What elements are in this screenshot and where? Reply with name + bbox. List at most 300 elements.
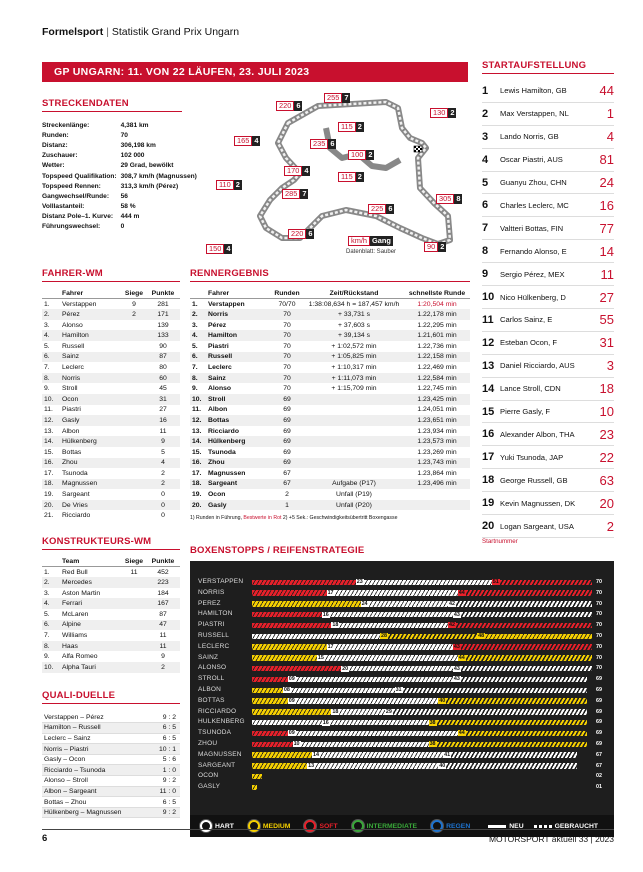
tyre-legend-label: HART — [215, 822, 234, 830]
grid-car-number: 77 — [599, 220, 614, 236]
table-cell: 70 — [283, 385, 291, 393]
table-cell: 9. — [44, 385, 50, 393]
tyre-stint-bar — [461, 666, 592, 672]
grid-driver-name: Kevin Magnussen, DK — [500, 498, 576, 508]
table-row — [190, 383, 470, 394]
grid-position: 19 — [482, 497, 495, 510]
pit-stop-lap: 16 — [322, 611, 329, 618]
table-row — [190, 309, 470, 320]
pit-driver-row — [190, 653, 610, 664]
table-cell: 1.22,584 min — [404, 373, 470, 384]
table-cell: 9. — [44, 653, 50, 661]
grid-car-number: 22 — [599, 449, 614, 465]
table-row — [42, 662, 180, 673]
table-cell: 7. — [192, 363, 198, 371]
pit-driver-row — [190, 588, 610, 599]
grid-driver-name: Nico Hülkenberg, D — [500, 292, 566, 302]
table-cell: 20. — [190, 500, 206, 511]
table-cell: Russell — [206, 352, 270, 363]
streckendaten-value: 308,7 km/h (Magnussen) — [120, 172, 197, 180]
table-cell — [304, 426, 404, 437]
corner-tag — [282, 189, 308, 199]
table-cell: Ferrari — [60, 598, 122, 609]
corner-speed: 115 — [338, 122, 356, 132]
grid-car-number: 20 — [599, 495, 614, 511]
table-row — [42, 373, 180, 384]
pit-driver-name: BOTTAS — [198, 696, 225, 704]
table-cell: Mercedes — [60, 577, 122, 588]
table-cell: 1.23,269 min — [417, 448, 457, 456]
pit-stop-lap: 10 — [293, 741, 300, 748]
table-cell: 3. — [192, 321, 198, 329]
pit-driver-name: NORRIS — [198, 588, 225, 596]
pit-driver-row — [190, 620, 610, 631]
table-cell: Aston Martin — [62, 589, 101, 597]
startaufstellung-rule — [482, 73, 614, 74]
table-row — [42, 577, 180, 588]
corner-gear: 6 — [296, 101, 301, 110]
pit-stop-lap: 24 — [361, 600, 368, 607]
pit-stop-lap: 17 — [327, 590, 334, 597]
table-cell: Stroll — [206, 394, 270, 405]
grid-driver-name: Valtteri Bottas, FIN — [500, 223, 564, 233]
corner-tag — [234, 136, 260, 146]
table-cell: 1.23,425 min — [404, 394, 470, 405]
table-cell: 70 — [270, 309, 304, 320]
table-row — [42, 479, 180, 490]
streckendaten-row — [42, 151, 197, 161]
table-cell: 69 — [270, 436, 304, 447]
pit-driver-name: PIASTRI — [198, 621, 225, 629]
table-cell: 2 — [146, 662, 180, 673]
table-cell: 184 — [157, 589, 169, 597]
pit-stop-lap: 43 — [453, 676, 460, 683]
tyre-stint-bar — [461, 612, 592, 618]
table-cell: 1.24,051 min — [417, 406, 457, 414]
start-grid-row — [482, 286, 614, 309]
table-cell: Hülkenberg — [60, 436, 122, 447]
pit-driver-name: VERSTAPPEN — [198, 578, 244, 585]
grid-position: 16 — [482, 428, 495, 441]
tyre-stint-bar — [388, 634, 485, 640]
table-cell — [122, 609, 146, 620]
table-cell: + 1:15,709 min — [331, 385, 377, 393]
pit-driver-name: STROLL — [198, 675, 225, 683]
grid-position: 1 — [482, 84, 489, 97]
streckendaten-row — [42, 171, 197, 181]
table-cell: 10. — [190, 394, 206, 405]
table-row — [190, 426, 470, 437]
table-cell: + 1:10,317 min — [331, 363, 377, 371]
table-header-cell: Punkte — [146, 556, 180, 567]
tyre-stint-bar — [446, 698, 587, 704]
table-cell: 17. — [192, 469, 202, 477]
pit-final-lap: 02 — [596, 773, 602, 780]
grid-car-number: 10 — [599, 404, 614, 420]
tyre-stint-bar — [252, 763, 315, 769]
tyre-stint-bar — [252, 634, 388, 640]
quali-duel-row — [42, 744, 180, 755]
tyre-stint-bar — [325, 655, 466, 661]
quali-duelle-section — [42, 690, 180, 818]
footer-rule — [42, 829, 614, 830]
grid-position: 3 — [482, 130, 489, 143]
pit-driver-row — [190, 609, 610, 620]
track-legend — [348, 236, 393, 246]
magazine-footer: MOTORSPORT aktuell 33 | 2023 — [488, 834, 614, 844]
table-row — [190, 341, 470, 352]
table-cell: Red Bull — [62, 568, 88, 576]
table-cell: Ricciardo — [208, 427, 239, 435]
quali-duel-row — [42, 797, 180, 808]
table-cell: Hamilton — [206, 330, 270, 341]
table-cell: Ricciardo — [62, 512, 91, 520]
grid-driver-name: Esteban Ocon, F — [500, 338, 557, 348]
tyre-icon — [431, 820, 443, 832]
table-cell: 17. — [44, 469, 54, 477]
table-cell: 10. — [42, 662, 60, 673]
table-cell: 0 — [161, 512, 165, 520]
pit-driver-row — [190, 663, 610, 674]
corner-speed: 130 — [430, 108, 448, 118]
table-cell — [122, 630, 146, 641]
footnote-part-a: 1) Runden in Führung, — [190, 515, 244, 522]
table-cell: Magnussen — [60, 479, 122, 490]
grid-position: 8 — [482, 245, 489, 258]
table-cell: Sainz — [60, 352, 122, 363]
pit-stop-lap: 29 — [385, 708, 392, 715]
pit-driver-row — [190, 696, 610, 707]
table-cell: 11 — [146, 641, 180, 652]
boxenstopps-section — [190, 545, 614, 837]
pit-stop-lap: 51 — [492, 579, 499, 586]
table-cell: 9 — [132, 300, 136, 308]
table-cell: 14. — [42, 436, 60, 447]
table-header-cell: Fahrer — [60, 288, 122, 299]
table-cell — [122, 373, 146, 384]
start-grid-row — [482, 424, 614, 447]
tyre-stint-bar — [393, 709, 587, 715]
table-cell — [304, 436, 404, 447]
grid-position: 20 — [482, 520, 495, 533]
quali-duel-row — [42, 765, 180, 776]
table-cell: + 1:05,825 min — [304, 352, 404, 363]
table-row — [42, 468, 180, 479]
table-cell: 69 — [270, 415, 304, 426]
pit-driver-name: HAMILTON — [198, 610, 233, 618]
table-row — [190, 458, 470, 469]
table-cell: Alfa Romeo — [62, 653, 98, 661]
pit-driver-row — [190, 642, 610, 653]
tyre-legend-item — [431, 820, 470, 832]
table-cell: 1:20,504 min — [417, 300, 457, 308]
table-cell — [122, 394, 146, 405]
table-cell: 15. — [192, 448, 202, 456]
tyre-stint-bar — [339, 623, 456, 629]
pit-stop-lap: 40 — [439, 762, 446, 769]
tyre-stint-bar — [296, 731, 466, 737]
tyre-stint-bar — [252, 752, 320, 758]
quali-duel-score: 5 : 6 — [148, 754, 180, 765]
tyre-stint-bar — [466, 731, 587, 737]
table-cell: 1.21,601 min — [404, 330, 470, 341]
table-cell — [304, 415, 404, 426]
corner-gear: 2 — [440, 242, 445, 251]
grid-car-number: 23 — [599, 426, 614, 442]
grid-position: 15 — [482, 405, 495, 418]
tyre-stint-bar — [330, 612, 461, 618]
streckendaten-row — [42, 222, 197, 232]
corner-gear: 6 — [388, 204, 393, 213]
pit-driver-name: SAINZ — [198, 653, 219, 661]
table-row — [190, 320, 470, 331]
streckendaten-value: 4,381 km — [120, 121, 149, 129]
corner-speed: 255 — [324, 93, 342, 103]
table-cell: Ocon — [208, 491, 226, 499]
table-cell: 70 — [283, 321, 291, 329]
table-cell: 11 — [130, 568, 138, 576]
table-cell: Aufgabe (P17) — [304, 479, 404, 490]
table-cell: 4 — [146, 458, 180, 469]
corner-speed: 110 — [216, 180, 234, 190]
streckendaten-value: 29 Grad, bewölkt — [120, 162, 174, 170]
table-row — [42, 352, 180, 363]
table-cell: 7. — [44, 363, 50, 371]
corner-gear: 2 — [357, 172, 362, 181]
table-cell: 15. — [44, 448, 54, 456]
tyre-stint-bar — [461, 677, 587, 683]
grid-car-number: 4 — [606, 129, 614, 145]
table-cell: 70 — [283, 342, 291, 350]
quali-duel-row — [42, 723, 180, 734]
pit-stop-lap: 28 — [381, 633, 387, 640]
table-row — [190, 436, 470, 447]
table-cell: Magnussen — [208, 469, 246, 477]
table-header-cell: Siege — [122, 556, 146, 567]
grid-driver-name: Lewis Hamilton, GB — [500, 86, 567, 96]
tyre-stint-bar — [252, 601, 369, 607]
tyre-stint-bar — [335, 590, 466, 596]
pit-stop-lap: 13 — [308, 762, 315, 769]
corner-gear: 4 — [254, 136, 259, 145]
corner-speed: 170 — [284, 166, 302, 176]
pit-final-lap: 70 — [596, 665, 602, 672]
start-grid-row — [482, 332, 614, 355]
tyre-stint-bar — [315, 763, 446, 769]
table-row — [190, 468, 470, 479]
streckendaten-row — [42, 181, 197, 191]
table-row — [42, 330, 180, 341]
table-row — [42, 641, 180, 652]
table-row — [42, 309, 180, 320]
corner-tag — [324, 93, 350, 103]
corner-tag — [430, 108, 456, 118]
table-cell: Bottas — [62, 448, 82, 456]
table-cell: 11. — [44, 406, 53, 414]
start-grid-row — [482, 172, 614, 195]
table-cell — [304, 394, 404, 405]
table-cell: 167 — [146, 598, 180, 609]
corner-speed: 90 — [424, 242, 438, 252]
tyre-legend-label: MEDIUM — [262, 822, 291, 830]
tyre-stint-bar — [252, 612, 330, 618]
table-cell: 2 — [285, 491, 289, 499]
pit-driver-name: MAGNUSSEN — [198, 750, 242, 758]
pit-stop-lap: 08 — [283, 687, 290, 694]
table-cell: De Vries — [60, 500, 122, 511]
pit-stop-lap: 42 — [449, 600, 455, 607]
streckendaten-label: Streckenlänge: — [42, 121, 90, 129]
pit-stop-lap: 41 — [444, 752, 451, 759]
pit-stop-lap: 43 — [453, 644, 460, 651]
tyre-stint-bar — [252, 709, 339, 715]
pit-stop-lap: 17 — [327, 644, 334, 651]
quali-duel-row — [42, 733, 180, 744]
tyre-legend-item — [200, 820, 234, 832]
grid-position: 12 — [482, 336, 495, 349]
grid-car-number: 14 — [599, 243, 614, 259]
streckendaten-label: Distanz Pole–1. Kurve: — [42, 213, 114, 221]
pit-driver-row — [190, 761, 610, 772]
table-cell: 12. — [190, 415, 206, 426]
pit-stop-lap: 38 — [429, 741, 436, 748]
table-cell: 70 — [283, 363, 291, 371]
legend-new-line — [488, 825, 506, 828]
pit-driver-row — [190, 771, 610, 782]
pit-final-lap: 69 — [596, 697, 602, 704]
pit-stop-lap: 44 — [458, 590, 465, 597]
table-cell: Unfall (P19) — [336, 491, 372, 499]
pit-driver-row — [190, 728, 610, 739]
table-cell: 2. — [190, 309, 206, 320]
table-row — [42, 447, 180, 458]
footnote-part-b: Bestwerte in Rot — [243, 515, 282, 522]
table-header-cell — [190, 288, 206, 299]
konstrukteurs-wm-title: KONSTRUKTEURS-WM — [42, 536, 152, 547]
corner-speed: 225 — [368, 204, 386, 214]
streckendaten-rule — [42, 111, 182, 112]
table-cell: 4. — [42, 330, 60, 341]
grid-car-number: 18 — [599, 381, 614, 397]
track-svg — [190, 88, 470, 258]
quali-duel-pair: Norris – Piastri — [42, 744, 148, 755]
streckendaten-value: 306,198 km — [120, 141, 156, 149]
table-cell: Verstappen — [208, 300, 245, 308]
quali-duel-pair: Gasly – Ocon — [42, 754, 148, 765]
table-row — [190, 500, 470, 511]
table-cell: 20. — [42, 500, 60, 511]
table-body — [42, 567, 180, 673]
grid-position: 11 — [482, 313, 494, 326]
table-header-cell — [42, 556, 60, 567]
table-cell: 6. — [42, 352, 60, 363]
footnote-part-c: 2) +5 Sek.: Geschwindigkeitsübertritt Boxengasse — [281, 515, 398, 522]
quali-duel-score: 10 : 1 — [148, 744, 180, 755]
table-cell: 27 — [159, 406, 167, 414]
tyre-legend-item — [304, 820, 337, 832]
table-body — [42, 712, 180, 818]
streckendaten-label: Zuschauer: — [42, 152, 78, 160]
table-cell: + 1:02,572 min — [331, 342, 377, 350]
table-cell: 1.23,934 min — [417, 427, 457, 435]
table-cell: 6. — [190, 352, 206, 363]
table-row — [42, 651, 180, 662]
quali-duel-score: 9 : 2 — [148, 807, 180, 818]
pit-final-lap: 69 — [596, 741, 602, 747]
corner-tag — [348, 150, 374, 160]
table-cell — [304, 458, 404, 469]
quali-duel-pair: Hamilton – Russell — [42, 723, 148, 734]
grid-car-number: 1 — [606, 106, 614, 122]
tyre-stint-bar — [252, 644, 335, 650]
pit-driver-name: ZHOU — [198, 740, 218, 747]
pit-stop-lap: 16 — [322, 719, 329, 726]
table-cell: 5 — [161, 448, 165, 456]
table-cell: 69 — [270, 394, 304, 405]
table-cell — [122, 577, 146, 588]
table-cell: 45 — [159, 385, 167, 393]
quali-duel-pair: Verstappen – Pérez — [42, 712, 148, 723]
tyre-stint-bar — [252, 666, 349, 672]
corner-gear: 4 — [226, 244, 231, 253]
tyre-stint-bar — [349, 666, 461, 672]
track-legend-gear: Gang — [372, 236, 391, 245]
table-cell — [304, 447, 404, 458]
pit-stop-lap: 14 — [313, 752, 319, 759]
table-cell: Albon — [62, 427, 80, 435]
tyre-stint-bar — [500, 580, 592, 586]
quali-duel-score: 6 : 5 — [148, 723, 180, 734]
table-cell: 1. — [44, 568, 50, 576]
table-row — [42, 341, 180, 352]
table-cell: Alonso — [208, 385, 232, 393]
table-cell: 69 — [270, 458, 304, 469]
table-cell — [122, 489, 146, 500]
pit-final-lap: 70 — [596, 600, 602, 607]
pit-final-lap: 01 — [596, 784, 602, 791]
tyre-stint-bar — [456, 601, 592, 607]
table-cell — [122, 320, 146, 331]
tyre-legend-item — [248, 820, 291, 832]
table-cell — [122, 510, 146, 521]
table-cell — [122, 620, 146, 631]
tyre-stint-bar — [301, 742, 437, 748]
corner-gear: 6 — [308, 229, 313, 238]
streckendaten-label: Distanz: — [42, 141, 68, 149]
table-row — [190, 352, 470, 363]
pit-driver-name: TSUNODA — [198, 729, 232, 737]
table-cell: 14. — [190, 436, 206, 447]
tyre-stint-bar — [437, 720, 588, 726]
table-cell: Williams — [62, 631, 88, 639]
tyre-stint-bar — [456, 623, 592, 629]
table-cell — [122, 341, 146, 352]
table-cell: Leclerc — [208, 363, 232, 371]
table-cell: 11. — [192, 406, 202, 414]
grid-car-number: 2 — [606, 518, 614, 534]
table-cell — [122, 598, 146, 609]
table-cell: Piastri — [62, 406, 81, 414]
tyre-stint-bar — [252, 623, 339, 629]
start-grid-row — [482, 515, 614, 538]
streckendaten-label: Gangwechsel/Runde: — [42, 192, 110, 200]
pit-final-lap: 69 — [596, 730, 602, 737]
fahrer-wm-table — [42, 288, 180, 521]
table-cell — [122, 651, 146, 662]
brand: Formelsport — [42, 26, 104, 38]
legend-used-label: GEBRAUCHT — [554, 822, 599, 830]
grid-driver-name: Yuki Tsunoda, JAP — [500, 452, 564, 462]
